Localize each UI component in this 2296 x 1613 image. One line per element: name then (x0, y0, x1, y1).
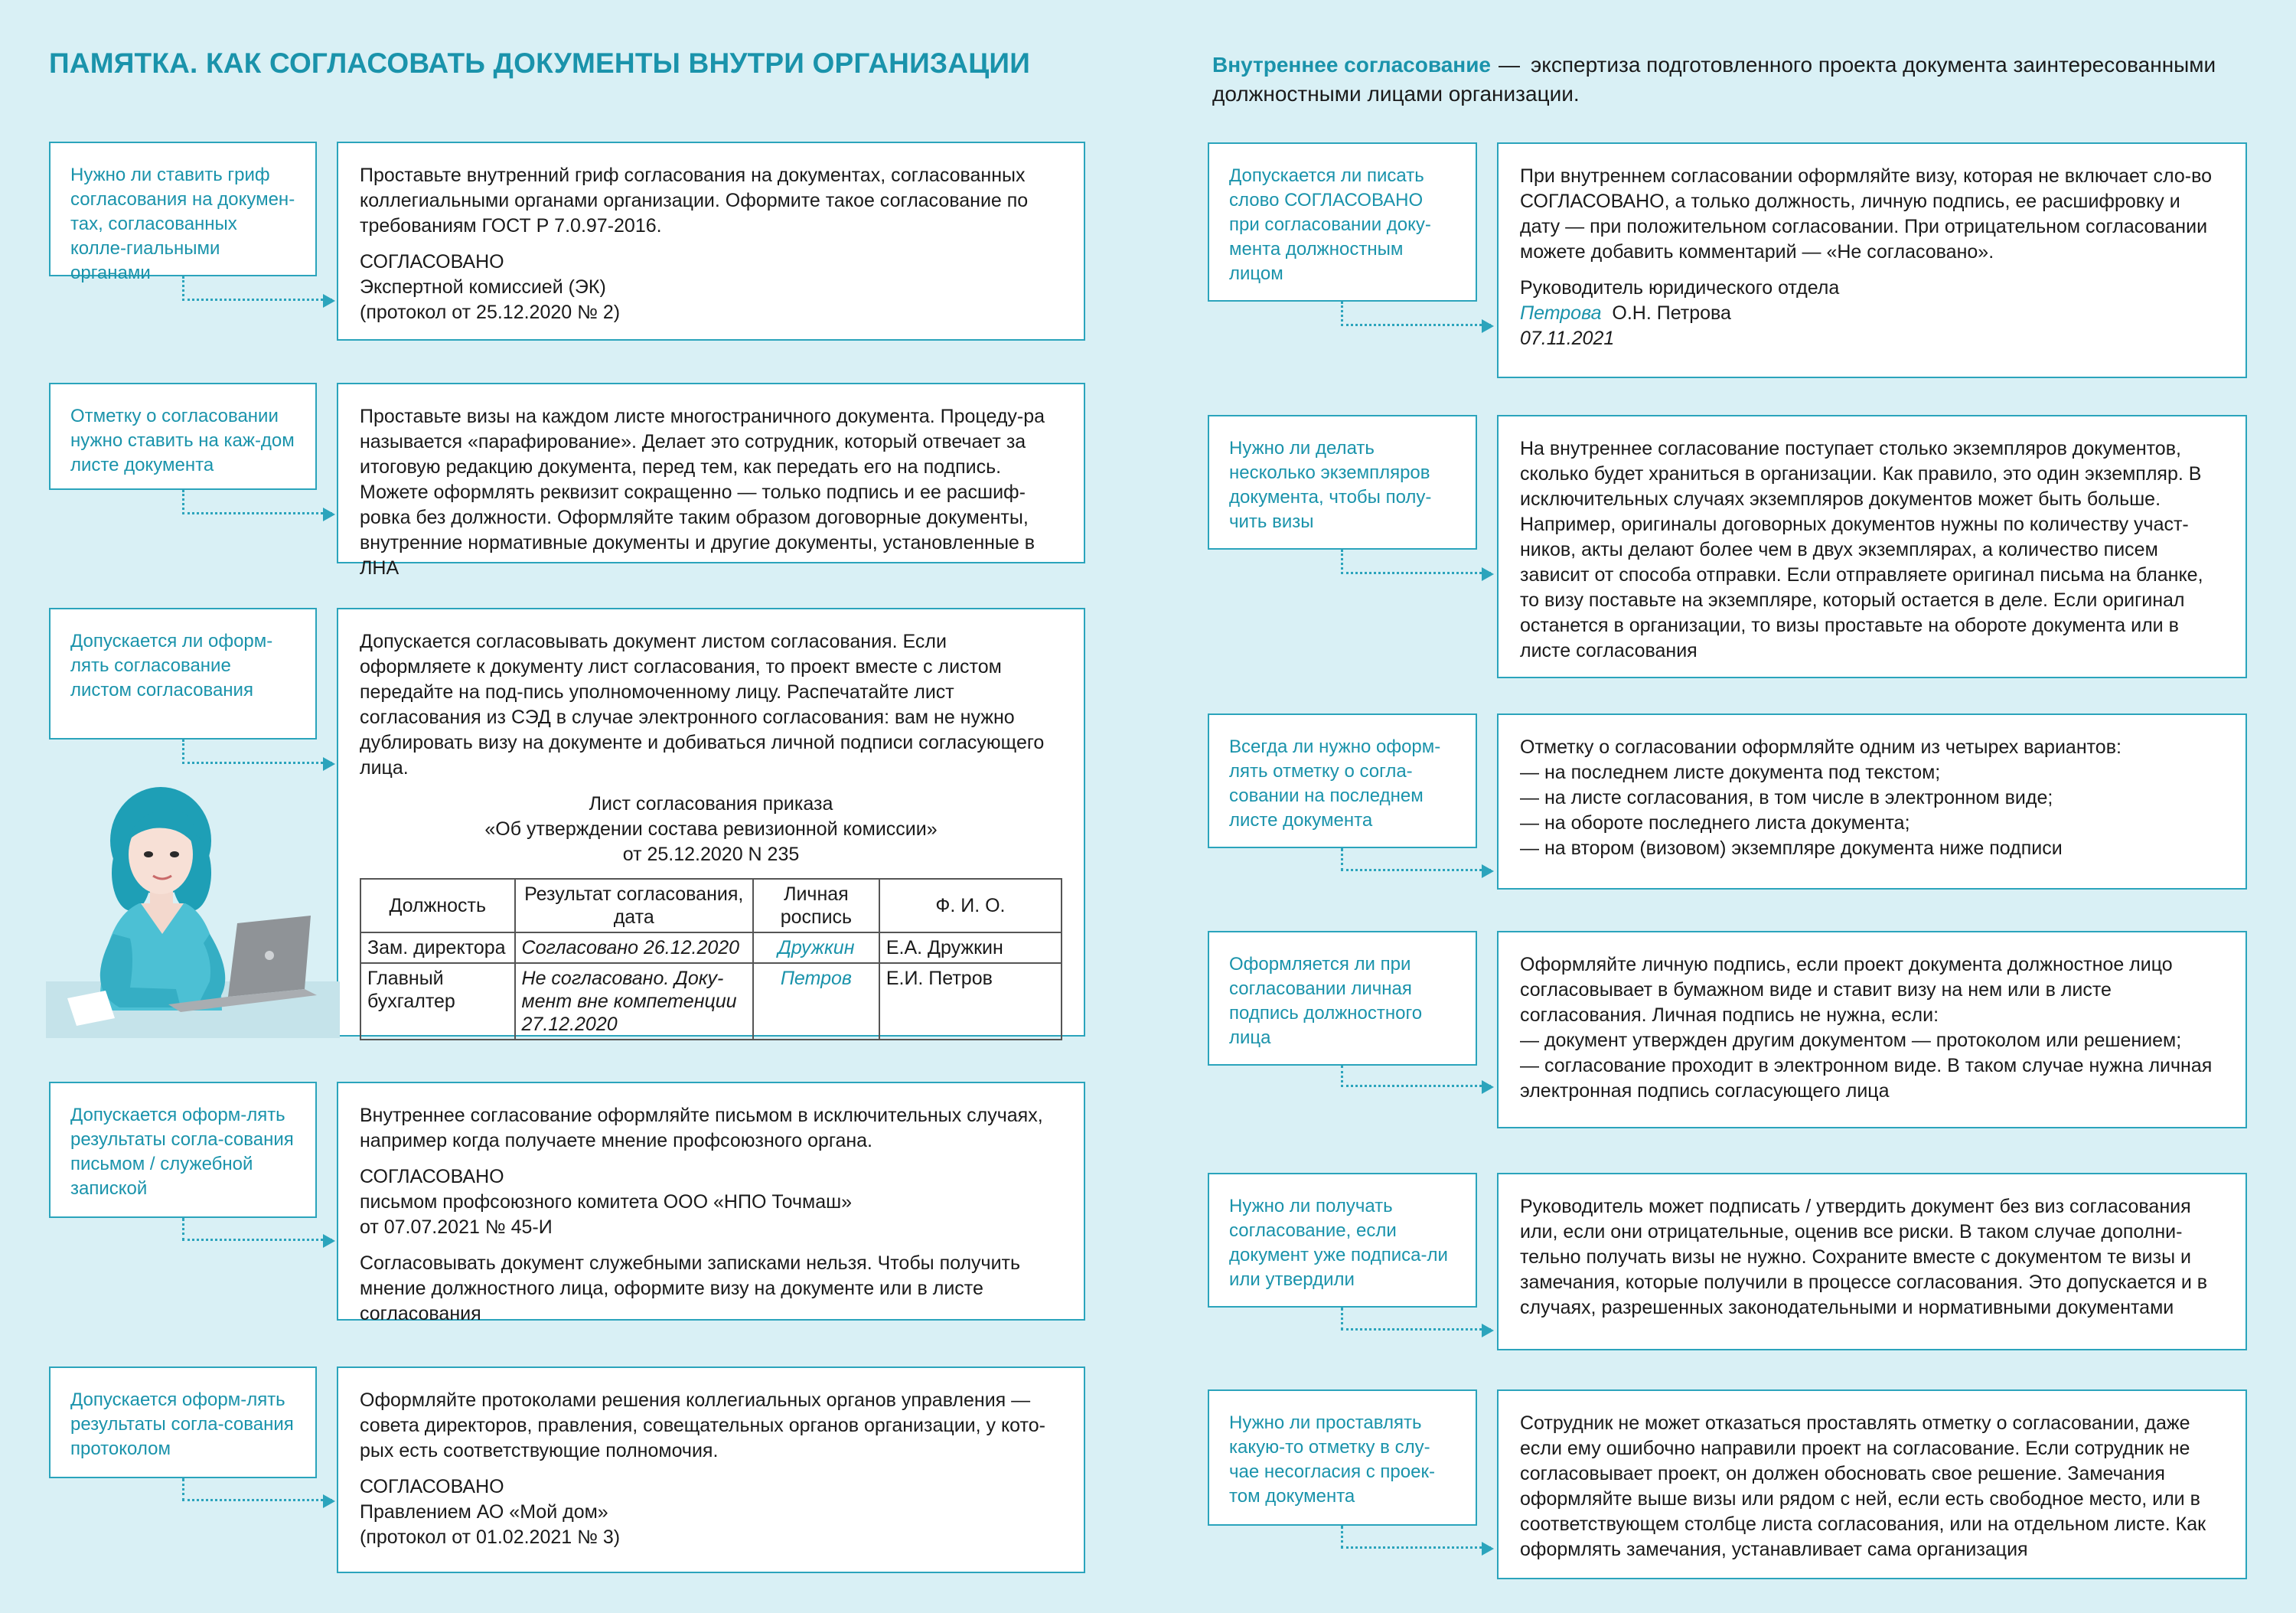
woman-at-laptop-illustration (46, 781, 340, 1038)
list-item: — на листе согласования, в том числе в электронном виде; (1520, 787, 2053, 808)
arrow-icon (1482, 1542, 1494, 1556)
question-text: Нужно ли проставлять какую-то отметку в слу-чае несогласия с проек-том документа (1229, 1412, 1435, 1507)
column-header: Результат согласования, дата (515, 879, 753, 932)
question-box (49, 383, 317, 490)
connector-line (1341, 550, 1491, 574)
sheet-title-line: «Об утверждении состава ревизионной комиссии» (484, 818, 938, 840)
question-text: Отметку о согласовании нужно ставить на каж-дом листе документа (70, 406, 295, 475)
answer-text: Внутреннее согласование оформляйте письмом в исключительных случаях, например когда получаете мнение профсоюзного органа. (360, 1105, 1043, 1151)
stamp-line: Экспертной комиссией (ЭК) (360, 276, 606, 298)
answer-text: Отметку о согласовании оформляйте одним из четырех вариантов: (1520, 736, 2122, 758)
column-header: Ф. И. О. (879, 879, 1062, 932)
table-row (360, 963, 1062, 1040)
table-cell: Е.И. Петров (879, 963, 1062, 1040)
table-cell: Е.А. Дружкин (879, 932, 1062, 963)
arrow-icon (1482, 319, 1494, 333)
question-box (49, 142, 317, 283)
answer-text: При внутреннем согласовании оформляйте визу, которая не включает сло-во СОГЛАСОВАНО, а только должность, личную подпись, ее расшифровку и дату — при положительном согласовании. При отрицательном согласовании можете добавить комментарий — «Не согласовано». (1520, 165, 2212, 263)
answer-box (337, 1082, 1085, 1324)
answer-text: Проставьте внутренний гриф согласования на документах, согласованных коллегиальными органами организации. Оформите такое согласование по требованиям ГОСТ Р 7.0.97-2016. (360, 165, 1029, 237)
table-cell: Согласовано 26.12.2020 (515, 932, 753, 963)
question-text: Всегда ли нужно оформ-лять отметку о согла-совании на последнем листе документа (1229, 736, 1441, 831)
answer-box (1497, 931, 2247, 1128)
question-text: Допускается оформ-лять результаты согла-сования протоколом (70, 1389, 294, 1459)
stamp-line: СОГЛАСОВАНО (360, 251, 504, 273)
answer-text: Проставьте визы на каждом листе многостраничного документа. Процеду-ра называется «парафирование». Делает это сотрудник, который отвечает за итоговую редакцию документа, перед тем, как передать его на подпись. Можете оформлять реквизит сокращенно — только подпись и ее расшиф-ровка без должности. Оформляйте таким образом договорные документы, внутренние нормативные документы и другие документы, установленные в ЛНА (360, 406, 1045, 579)
question-box (1208, 931, 1477, 1066)
definition-text: экспертиза подготовленного проекта документа заинтересованными должностными лицами организации. (1212, 53, 2216, 106)
answer-text: Оформляйте протоколами решения коллегиальных органов управления — совета директоров, правления, совещательных органов организации, у кото-рых есть соответствующие полномочия. (360, 1389, 1045, 1461)
arrow-icon (323, 294, 335, 308)
table-header-row (360, 879, 1062, 932)
connector-line (182, 490, 332, 514)
approval-stamp (360, 250, 1062, 325)
arrow-icon (1482, 864, 1494, 878)
table-cell: Зам. директора (360, 932, 515, 963)
sheet-title-line: Лист согласования приказа (589, 793, 833, 815)
connector-line (182, 740, 332, 764)
table-cell: Главный бухгалтер (360, 963, 515, 1040)
signature: Дружкин (753, 932, 879, 963)
answer-text: Согласовывать документ служебными записками нельзя. Чтобы получить мнение должностного лица, оформите визу на документе или в листе согласования (360, 1252, 1021, 1324)
answer-text: Оформляйте личную подпись, если проект документа должностное лицо согласовывает в бумажном виде и ставит визу на нем или в листе согласования. Личная подпись не нужна, если: (1520, 954, 2173, 1026)
answer-box (337, 383, 1085, 579)
approval-stamp (360, 1474, 1062, 1550)
visa-signature-line (1520, 301, 2224, 326)
question-text: Допускается ли писать слово СОГЛАСОВАНО при согласовании доку-мента должностным лицом (1229, 165, 1431, 284)
answer-box (1497, 1389, 2247, 1579)
sheet-title-line: от 25.12.2020 N 235 (622, 844, 800, 865)
question-text: Допускается оформ-лять результаты согла-сования письмом / служебной запиской (70, 1105, 294, 1199)
arrow-icon (323, 1494, 335, 1508)
question-box (1208, 1173, 1477, 1308)
question-box (1208, 1389, 1477, 1526)
approval-sheet-table (360, 878, 1062, 1040)
connector-line (1341, 302, 1491, 326)
answer-text: На внутреннее согласование поступает столько экземпляров документов, сколько будет храниться в организации. Как правило, это один экземпляр. В исключительных случаях экземпляров документов может быть больше. Например, оригиналы договорных документов нужны по количеству участ-ников, акты делают более чем в двух экземплярах, а количество писем зависит от способа отправки. Если отправляете оригинал письма на бланке, то визу поставьте на экземпляре, который остается в деле. Если оригинал останется в организации, то визы проставьте на обороте документа или в листе согласования (1520, 438, 2203, 661)
answer-box (1497, 142, 2247, 378)
arrow-icon (1482, 567, 1494, 581)
list-item: — документ утвержден другим документом — протоколом или решением; (1520, 1030, 2182, 1051)
approval-sheet-title (360, 792, 1062, 867)
connector-line (182, 1218, 332, 1241)
column-header: Личная роспись (753, 879, 879, 932)
question-box (1208, 415, 1477, 550)
signature: Петрова (1520, 302, 1602, 324)
arrow-icon (323, 757, 335, 771)
visa-example (1520, 276, 2224, 351)
answer-text: Руководитель может подписать / утвердить документ без виз согласования или, если они отрицательные, оценив все риски. В таком случае дополни-тельно получать визы не нужно. Сохраните вместе с документом те визы и замечания, которые получили в процессе согласования. Это допускается и в случаях, разрешенных законодательными и нормативными документами (1520, 1196, 2208, 1318)
answer-box (1497, 415, 2247, 678)
answer-text: Допускается согласовывать документ листом согласования. Если оформляете к документу лист согласования, то проект вместе с листом передайте на под-пись уполномоченному лицу. Распечатайте лист согласования из СЭД в случае электронного согласования: вам не нужно дублировать визу на документе и добиваться личной подписи согласующего лица. (360, 631, 1045, 779)
page-title: ПАМЯТКА. КАК СОГЛАСОВАТЬ ДОКУМЕНТЫ ВНУТРИ ОРГАНИЗАЦИИ (49, 47, 1031, 79)
definition-dash: — (1498, 53, 1520, 77)
question-text: Допускается ли оформ-лять согласование листом согласования (70, 631, 273, 700)
list-item: — на последнем листе документа под текстом; (1520, 762, 1941, 783)
definition-term: Внутреннее согласование (1212, 53, 1491, 77)
question-text: Нужно ли ставить гриф согласования на докумен-тах, согласованных колле-гиальными органами (70, 165, 295, 283)
answer-box (1497, 713, 2247, 890)
connector-line (182, 1478, 332, 1501)
question-text: Нужно ли получать согласование, если документ уже подписа-ли или утвердили (1229, 1196, 1448, 1290)
definition (1212, 51, 2238, 109)
stamp-line: СОГЛАСОВАНО (360, 1476, 504, 1497)
stamp-line: (протокол от 01.02.2021 № 3) (360, 1526, 621, 1548)
connector-line (182, 276, 332, 301)
connector-line (1341, 1526, 1491, 1549)
question-box (49, 1082, 317, 1218)
table-row (360, 932, 1062, 963)
arrow-icon (323, 1234, 335, 1248)
answer-box (337, 142, 1085, 341)
stamp-line: Правлением АО «Мой дом» (360, 1501, 608, 1523)
connector-line (1341, 1066, 1491, 1087)
list-item: — на обороте последнего листа документа; (1520, 812, 1910, 834)
arrow-icon (323, 508, 335, 521)
question-box (49, 1366, 317, 1478)
stamp-line: (протокол от 25.12.2020 № 2) (360, 302, 621, 323)
approval-stamp (360, 1164, 1062, 1240)
arrow-icon (1482, 1324, 1494, 1337)
signature: Петров (753, 963, 879, 1040)
question-box (1208, 713, 1477, 848)
visa-name: О.Н. Петрова (1612, 302, 1731, 324)
answer-text: Сотрудник не может отказаться проставлять отметку о согласовании, даже если ему ошибочно направили проект на согласование. Если сотрудник не согласовывает проект, он должен обосновать свое решение. Замечания оформляйте выше визы или рядом с ней, если есть свободное место, или в соответствующем столбце листа согласования, или на отдельном листе. Как оформлять замечания, устанавливает сама организация (1520, 1412, 2206, 1560)
arrow-icon (1482, 1080, 1494, 1094)
stamp-line: от 07.07.2021 № 45-И (360, 1216, 553, 1238)
connector-line (1341, 848, 1491, 871)
question-text: Оформляется ли при согласовании личная подпись должностного лица (1229, 954, 1423, 1048)
table-cell: Не согласовано. Доку-мент вне компетенции 27.12.2020 (515, 963, 753, 1040)
question-text: Нужно ли делать несколько экземпляров документа, чтобы полу-чить визы (1229, 438, 1432, 532)
stamp-line: письмом профсоюзного комитета ООО «НПО Точмаш» (360, 1191, 853, 1213)
stamp-line: СОГЛАСОВАНО (360, 1166, 504, 1187)
connector-line (1341, 1308, 1491, 1331)
visa-position: Руководитель юридического отдела (1520, 277, 1840, 299)
answer-box (337, 608, 1085, 1037)
question-box (1208, 142, 1477, 302)
column-header: Должность (360, 879, 515, 932)
answer-box (1497, 1173, 2247, 1350)
answer-box (337, 1366, 1085, 1573)
list-item: — согласование проходит в электронном виде. В таком случае нужна личная электронная подпись согласующего лица (1520, 1055, 2213, 1102)
visa-date: 07.11.2021 (1520, 328, 1615, 349)
question-box (49, 608, 317, 740)
list-item: — на втором (визовом) экземпляре документа ниже подписи (1520, 838, 2063, 859)
